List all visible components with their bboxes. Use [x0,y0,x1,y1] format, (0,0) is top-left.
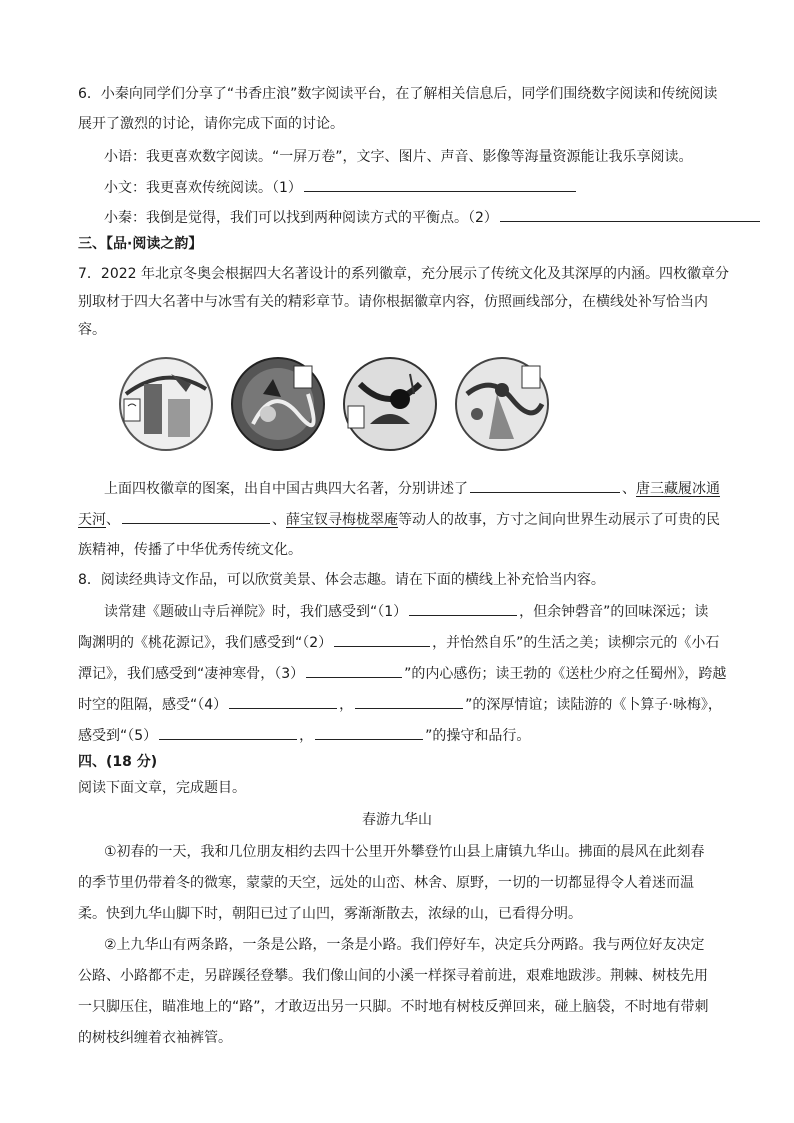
q7-underlined-example-1-cont: 天河 [78,512,106,528]
section-3-heading: 三、【品·阅读之韵】 [78,236,203,252]
q7-underlined-example-2: 薛宝钗寻梅栊翠庵 [286,512,398,528]
q7-line-1: 7．2022 年北京冬奥会根据四大名著设计的系列徽章，充分展示了传统文化及其深厚的内涵。四枚徽章分 [78,266,729,282]
answer-blank-q7-1[interactable] [470,478,620,493]
q6-xiaoyu: 小语：我更喜欢数字阅读。“一屏万卷”，文字、图片、声音、影像等海量资源能让我乐享阅读。 [104,149,693,165]
answer-blank-q8-5b[interactable] [315,725,423,740]
q7-line-2: 别取材于四大名著中与冰雪有关的精彩章节。请你根据徽章内容，仿照画线部分，在横线处补写恰当内 [78,294,708,310]
q8-l6-text-a: 感受到“（5） [78,728,158,744]
q8-line-2 [104,601,708,622]
q6-xiaowen [104,177,578,198]
q8-line-3 [78,632,719,653]
q7-para-3: 族精神，传播了中华优秀传统文化。 [78,542,302,558]
q7-para-1 [104,478,720,499]
q8-l4-text-a: 潭记》，我们感受到“凄神寒骨，（3） [78,666,305,682]
q8-l3-text-b: ，并怡然自乐”的生活之美；读柳宗元的《小石 [432,635,720,651]
q7-line-3: 容。 [78,322,106,338]
article-p2-line-1: ②上九华山有两条路，一条是公路，一条是小路。我们停好车，决定兵分两路。我与两位好友决定 [104,937,705,953]
olympic-badges-image [116,354,556,454]
answer-blank-q8-5a[interactable] [159,725,297,740]
q8-l5-text-a: 时空的阻隔，感受“（4） [78,697,228,713]
q7-para-2 [78,509,720,530]
article-p2-line-4: 的树枝纠缠着衣袖裤管。 [78,1030,232,1046]
q8-line-5 [78,694,722,715]
q8-line-6 [78,725,530,746]
article-title: 春游九华山 [362,812,432,828]
q7-p2-sep-2: 、 [272,512,286,528]
article-p1-line-1: ①初春的一天，我和几位朋友相约去四十公里开外攀登竹山县上庸镇九华山。拂面的晨风在此刻春 [104,844,705,860]
q6-line-1: 6．小秦向同学们分享了“书香庄浪”数字阅读平台，在了解相关信息后，同学们围绕数字阅读和传统阅读 [78,86,718,102]
badge-3-image [340,354,440,454]
answer-blank-q7-2[interactable] [122,509,270,524]
badge-2-image [228,354,328,454]
article-p2-line-2: 公路、小路都不走，另辟蹊径登攀。我们像山间的小溪一样探寻着前进，艰难地跋涉。荆棘、树枝先用 [78,968,708,984]
article-p1-line-3: 柔。快到九华山脚下时，朝阳已过了山凹，雾渐渐散去，浓绿的山，已看得分明。 [78,906,582,922]
q7-p1-sep: 、 [622,481,636,497]
article-p1-line-2: 的季节里仍带着冬的微寒，蒙蒙的天空，远处的山峦、林舍、原野，一切的一切都显得令人着迷而温 [78,875,694,891]
q8-line-1: 8．阅读经典诗文作品，可以欣赏美景、体会志趣。请在下面的横线上补充恰当内容。 [78,572,605,588]
q6-xiaoqin [104,207,762,228]
q6-xiaowen-text: 小文：我更喜欢传统阅读。（1） [104,180,302,196]
answer-blank-q6-1[interactable] [304,177,576,192]
badge-1-image [116,354,216,454]
section-4-heading: 四、(18 分) [78,754,158,770]
answer-blank-q8-2[interactable] [334,632,430,647]
answer-blank-q8-3[interactable] [306,663,402,678]
q7-p1-text: 上面四枚徽章的图案，出自中国古典四大名著，分别讲述了 [104,481,468,497]
q7-underlined-example-1: 唐三藏履冰通 [636,481,720,497]
q8-l5-text-c: ”的深厚情谊；读陆游的《卜算子·咏梅》， [465,697,722,713]
q8-l4-text-b: ”的内心感伤；读王勃的《送杜少府之任蜀州》，跨越 [404,666,727,682]
section-4-intro: 阅读下面文章，完成题目。 [78,780,246,796]
q8-l6-sep: ， [299,728,314,744]
answer-blank-q8-4b[interactable] [355,694,463,709]
q8-line-4 [78,663,726,684]
q8-l3-text-a: 陶渊明的《桃花源记》，我们感受到“（2） [78,635,333,651]
q8-l6-text-c: ”的操守和品行。 [425,728,531,744]
answer-blank-q6-2[interactable] [500,207,760,222]
article-p2-line-3: 一只脚压住，瞄准地上的“路”，才敢迈出另一只脚。不时地有树枝反弹回来，碰上脑袋，不时地有带刺 [78,999,709,1015]
q8-l2-text-a: 读常建《题破山寺后禅院》时，我们感受到“（1） [104,604,408,620]
badge-4-image [452,354,552,454]
q7-p2-sep-1: 、 [106,512,120,528]
q8-l2-text-b: ，但余钟磬音”的回味深远；读 [519,604,709,620]
answer-blank-q8-1[interactable] [409,601,517,616]
q8-l5-sep: ， [339,697,354,713]
q6-line-2: 展开了激烈的讨论，请你完成下面的讨论。 [78,116,344,132]
q6-xiaoqin-text: 小秦：我倒是觉得，我们可以找到两种阅读方式的平衡点。（2） [104,210,498,226]
q7-p2-text: 等动人的故事，方寸之间向世界生动展示了可贵的民 [398,512,720,528]
answer-blank-q8-4a[interactable] [229,694,337,709]
